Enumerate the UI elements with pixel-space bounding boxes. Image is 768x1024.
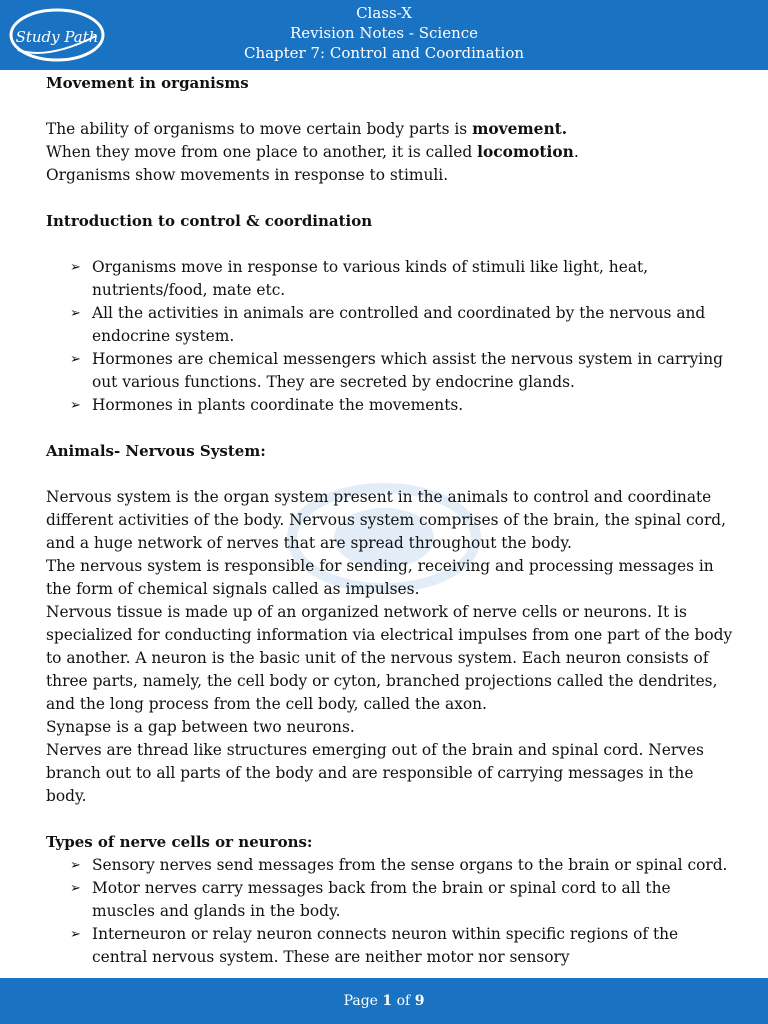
- movement-line-2: When they move from one place to another, it is called locomotion.: [46, 143, 579, 161]
- nervous-system-heading: Animals- Nervous System:: [46, 442, 266, 460]
- list-item: ➢ Hormones in plants coordinate the movements.: [92, 394, 736, 417]
- neuron-types-list: [46, 854, 736, 969]
- header-class: Class-X: [356, 4, 412, 22]
- page-content: [46, 72, 736, 969]
- movement-line-3: Organisms show movements in response to stimuli.: [46, 166, 449, 184]
- movement-line-1: The ability of organisms to move certain body parts is movement.: [46, 120, 568, 138]
- list-item: ➢ Organisms move in response to various kinds of stimuli like light, heat, nutrients/food, mate etc.: [92, 256, 736, 302]
- study-path-logo: [8, 6, 106, 64]
- header-chapter: Chapter 7: Control and Coordination: [243, 44, 525, 62]
- of-label: of: [396, 993, 411, 1009]
- svg-text:Study Path: Study Path: [15, 28, 99, 46]
- total-pages: 9: [414, 993, 425, 1009]
- page-label: Page: [343, 993, 378, 1009]
- movement-heading: Movement in organisms: [46, 74, 249, 92]
- intro-list: [46, 256, 736, 417]
- paragraph: Nerves are thread like structures emerging out of the brain and spinal cord. Nerves branch out to all parts of the body and are responsible of carrying messages in the body.: [46, 741, 704, 805]
- current-page: 1: [382, 993, 393, 1009]
- paragraph: Synapse is a gap between two neurons.: [46, 718, 355, 736]
- header-subject: Revision Notes - Science: [289, 24, 479, 42]
- list-item: ➢ Sensory nerves send messages from the sense organs to the brain or spinal cord.: [92, 854, 736, 877]
- paragraph: Nervous system is the organ system present in the animals to control and coordinate different activities of the body. Nervous system comprises of the brain, the spinal cord, and a huge network of nerves that are spread throughout the body.: [46, 488, 727, 552]
- intro-heading: Introduction to control & coordination: [46, 212, 373, 230]
- page-header: [0, 0, 768, 70]
- page-footer: [0, 978, 768, 1024]
- paragraph: The nervous system is responsible for sending, receiving and processing messages in the form of chemical signals called as impulses.: [46, 557, 714, 598]
- list-item: ➢ All the activities in animals are controlled and coordinated by the nervous and endocrine system.: [92, 302, 736, 348]
- list-item: ➢ Hormones are chemical messengers which assist the nervous system in carrying out various functions. They are secreted by endocrine glands.: [92, 348, 736, 394]
- list-item: ➢ Motor nerves carry messages back from the brain or spinal cord to all the muscles and glands in the body.: [92, 877, 736, 923]
- paragraph: Nervous tissue is made up of an organized network of nerve cells or neurons. It is specialized for conducting information via electrical impulses from one part of the body to another. A neuron is the basic unit of the nervous system. Each neuron consists of three parts, namely, the cell body or cyton, branched projections called the dendrites, and the long process from the cell body, called the axon.: [46, 603, 733, 713]
- list-item: ➢ Interneuron or relay neuron connects neuron within specific regions of the central nervous system. These are neither motor nor sensory: [92, 923, 736, 969]
- neuron-types-heading: Types of nerve cells or neurons:: [46, 833, 313, 851]
